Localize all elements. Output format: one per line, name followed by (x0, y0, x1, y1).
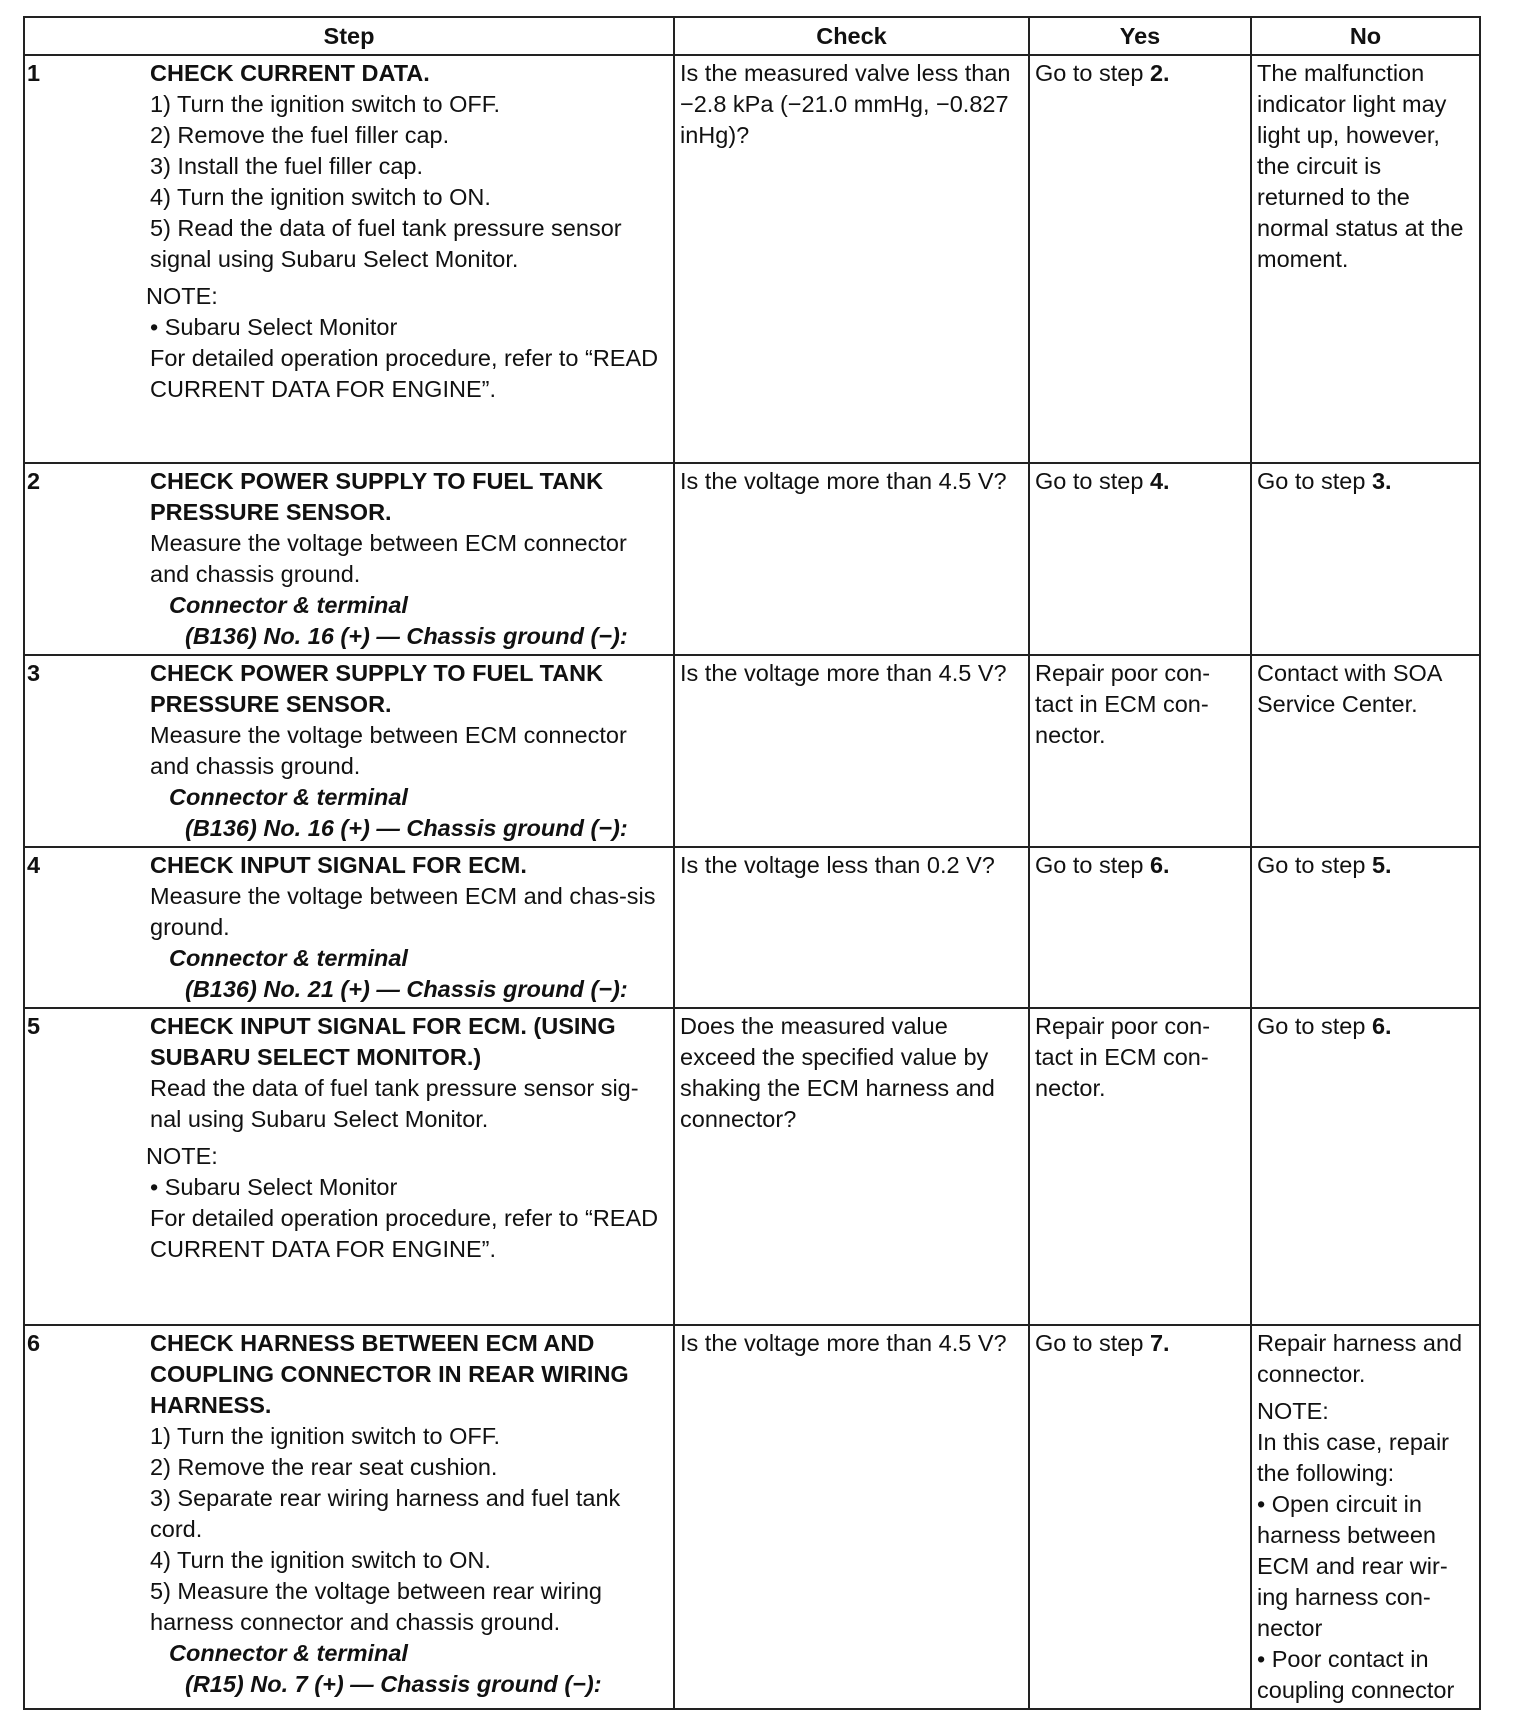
yes-cell: Repair poor con-tact in ECM con-nector. (1029, 1008, 1251, 1325)
no-step-number: 5. (1371, 852, 1392, 878)
step-text: Measure the voltage between ECM connector and chassis ground. (150, 722, 627, 779)
step-cell (24, 463, 674, 655)
step-title: CHECK HARNESS BETWEEN ECM AND COUPLING CONNECTOR IN REAR WIRING HARNESS. (150, 1330, 629, 1418)
no-text: Go to step (1257, 852, 1372, 878)
no-cell (1251, 1008, 1480, 1325)
yes-text: Go to step (1035, 1330, 1150, 1356)
table-row (24, 655, 1480, 847)
note-text: For detailed operation procedure, refer to “READ CURRENT DATA FOR ENGINE”. (150, 1205, 659, 1262)
yes-text: Go to step (1035, 852, 1150, 878)
note-text: For detailed operation procedure, refer to “READ CURRENT DATA FOR ENGINE”. (150, 345, 659, 402)
no-text: Go to step (1257, 1013, 1372, 1039)
note-bullet: • Subaru Select Monitor (150, 314, 398, 340)
step-line: 1) Turn the ignition switch to OFF. (150, 91, 501, 117)
note-bullet: • Subaru Select Monitor (150, 1174, 398, 1200)
no-cell (1251, 1325, 1480, 1709)
step-line: 5) Measure the voltage between rear wiring harness connector and chassis ground. (150, 1578, 602, 1635)
step-line: 2) Remove the fuel filler cap. (150, 122, 450, 148)
table-row (24, 55, 1480, 463)
no-note-bullet: • Open circuit in harness between ECM and rear wir-ing harness con-nector (1257, 1491, 1448, 1641)
no-cell (1251, 847, 1480, 1008)
table-row (24, 1325, 1480, 1709)
table-row (24, 1008, 1480, 1325)
step-line: 1) Turn the ignition switch to OFF. (150, 1423, 501, 1449)
connector-label: Connector & terminal (169, 1640, 408, 1666)
step-line: 5) Read the data of fuel tank pressure sensor signal using Subaru Select Monitor. (150, 215, 622, 272)
no-note-text: In this case, repair the following: (1257, 1429, 1450, 1486)
yes-step-number: 4. (1149, 468, 1170, 494)
step-number: 5 (27, 1013, 41, 1039)
header-no: No (1251, 17, 1480, 55)
step-title: CHECK CURRENT DATA. (150, 60, 430, 86)
no-step-number: 3. (1371, 468, 1392, 494)
no-text: Go to step (1257, 468, 1372, 494)
step-number: 1 (27, 60, 41, 86)
step-cell (24, 655, 674, 847)
yes-step-number: 7. (1149, 1330, 1170, 1356)
yes-cell (1029, 463, 1251, 655)
yes-cell (1029, 55, 1251, 463)
step-line: 3) Install the fuel filler cap. (150, 153, 423, 179)
connector-value: (B136) No. 21 (+) — Chassis ground (−): (185, 976, 628, 1002)
step-line: 4) Turn the ignition switch to ON. (150, 1547, 491, 1573)
step-line: 2) Remove the rear seat cushion. (150, 1454, 498, 1480)
step-number: 3 (27, 660, 41, 686)
table-row (24, 847, 1480, 1008)
no-note-bullet: • Poor contact in coupling connector (1257, 1646, 1455, 1703)
note-label: NOTE: (146, 283, 218, 309)
step-cell (24, 1325, 674, 1709)
step-line: 3) Separate rear wiring harness and fuel tank cord. (150, 1485, 621, 1542)
step-text: Read the data of fuel tank pressure sensor sig-nal using Subaru Select Monitor. (150, 1075, 639, 1132)
check-cell: Is the voltage more than 4.5 V? (674, 463, 1029, 655)
yes-text: Go to step (1035, 468, 1150, 494)
step-cell (24, 847, 674, 1008)
step-text: Measure the voltage between ECM connector and chassis ground. (150, 530, 627, 587)
step-cell (24, 55, 674, 463)
step-title: CHECK POWER SUPPLY TO FUEL TANK PRESSURE SENSOR. (150, 660, 604, 717)
check-cell: Does the measured value exceed the specified value by shaking the ECM harness and connector? (674, 1008, 1029, 1325)
step-text: Measure the voltage between ECM and chas-sis ground. (150, 883, 656, 940)
step-title: CHECK INPUT SIGNAL FOR ECM. (150, 852, 527, 878)
check-cell: Is the voltage more than 4.5 V? (674, 1325, 1029, 1709)
no-cell: The malfunction indicator light may light up, however, the circuit is returned to the normal status at the moment. (1251, 55, 1480, 463)
connector-value: (B136) No. 16 (+) — Chassis ground (−): (185, 623, 628, 649)
yes-text: Go to step (1035, 60, 1150, 86)
step-line: 4) Turn the ignition switch to ON. (150, 184, 491, 210)
header-yes: Yes (1029, 17, 1251, 55)
check-cell: Is the voltage more than 4.5 V? (674, 655, 1029, 847)
no-cell (1251, 463, 1480, 655)
connector-value: (B136) No. 16 (+) — Chassis ground (−): (185, 815, 628, 841)
step-title: CHECK INPUT SIGNAL FOR ECM. (USING SUBARU SELECT MONITOR.) (150, 1013, 616, 1070)
yes-step-number: 2. (1149, 60, 1170, 86)
header-check: Check (674, 17, 1029, 55)
check-cell: Is the measured valve less than −2.8 kPa (−21.0 mmHg, −0.827 inHg)? (674, 55, 1029, 463)
step-cell (24, 1008, 674, 1325)
connector-label: Connector & terminal (169, 945, 408, 971)
connector-label: Connector & terminal (169, 784, 408, 810)
step-number: 2 (27, 468, 41, 494)
yes-cell (1029, 1325, 1251, 1709)
step-number: 4 (27, 852, 41, 878)
no-text: Repair harness and connector. (1257, 1330, 1463, 1387)
header-step: Step (24, 17, 674, 55)
connector-label: Connector & terminal (169, 592, 408, 618)
table-row (24, 463, 1480, 655)
no-cell: Contact with SOA Service Center. (1251, 655, 1480, 847)
yes-cell: Repair poor con-tact in ECM con-nector. (1029, 655, 1251, 847)
connector-value: (R15) No. 7 (+) — Chassis ground (−): (185, 1671, 602, 1697)
step-number: 6 (27, 1330, 41, 1356)
diagnostic-table (23, 16, 1481, 1710)
yes-cell (1029, 847, 1251, 1008)
no-step-number: 6. (1371, 1013, 1392, 1039)
check-cell: Is the voltage less than 0.2 V? (674, 847, 1029, 1008)
yes-step-number: 6. (1149, 852, 1170, 878)
note-label: NOTE: (146, 1143, 218, 1169)
step-title: CHECK POWER SUPPLY TO FUEL TANK PRESSURE SENSOR. (150, 468, 604, 525)
no-note-label: NOTE: (1257, 1398, 1329, 1424)
header-row (24, 17, 1480, 55)
